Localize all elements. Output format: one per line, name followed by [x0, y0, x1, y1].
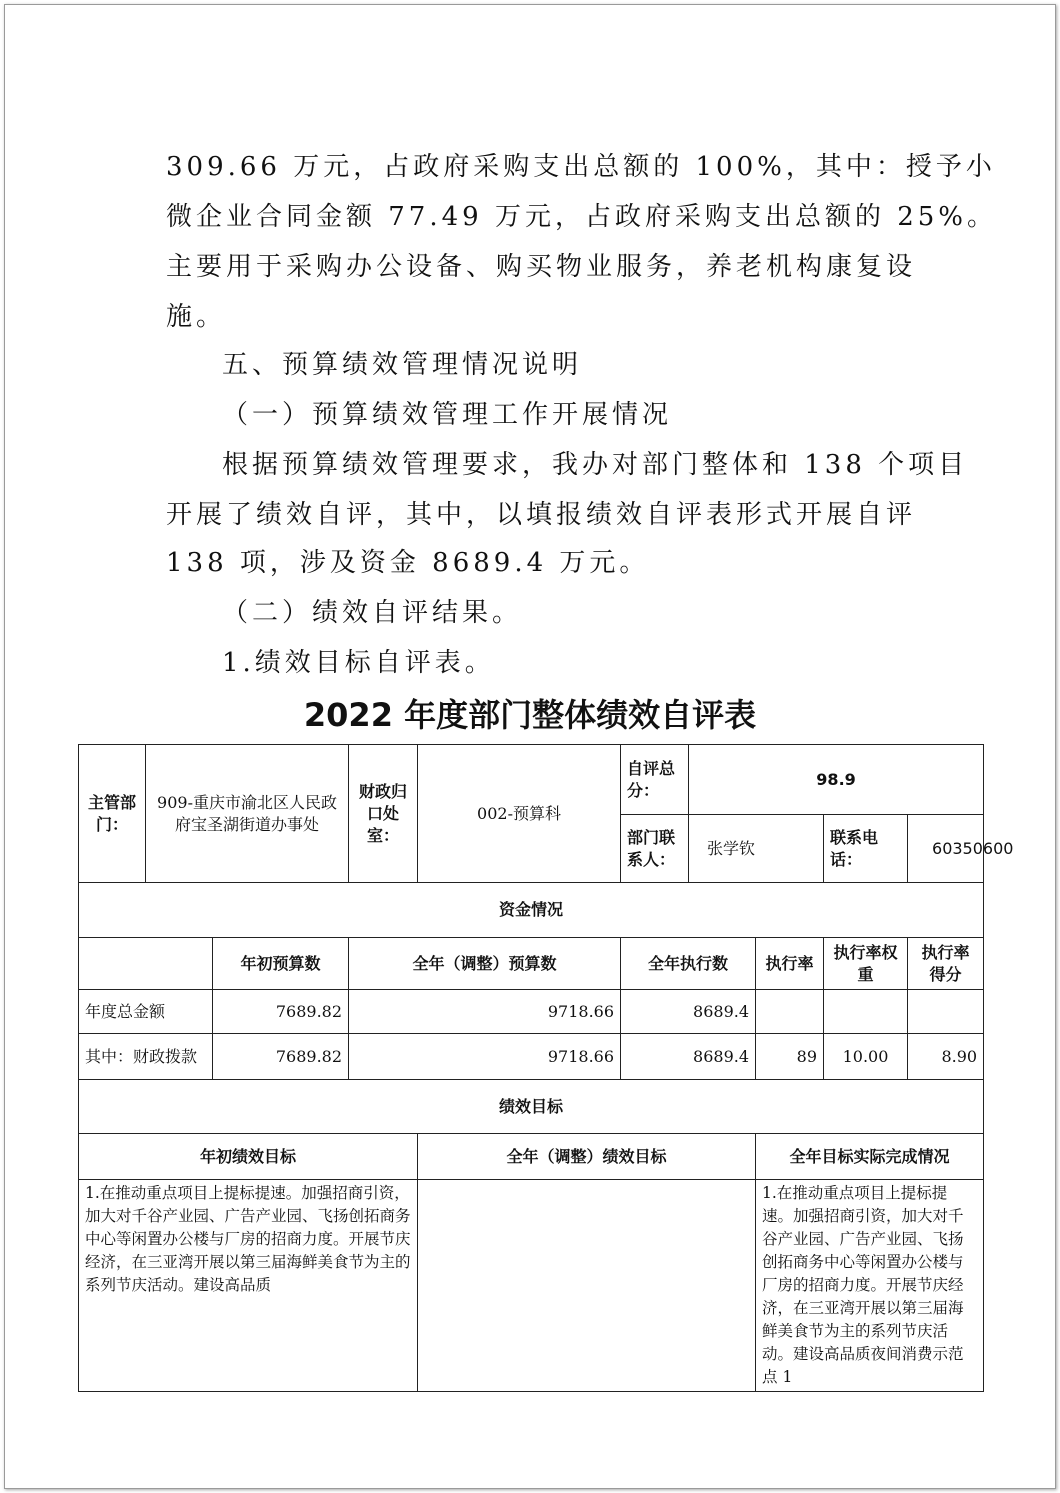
cell-score: 8.90 — [908, 1034, 984, 1080]
table-title: 2022 年度部门整体绩效自评表 — [303, 696, 757, 734]
contact-label: 部门联系人： — [621, 815, 689, 883]
cell-initial: 7689.82 — [213, 1034, 349, 1080]
contact-value: 张学钦 — [689, 815, 824, 883]
paragraph-line: 开展了绩效自评，其中，以填报绩效自评表形式开展自评 — [166, 500, 917, 530]
phone-label: 联系电话： — [824, 815, 908, 883]
paragraph-line: 施。 — [166, 302, 227, 332]
cell-adjusted: 9718.66 — [349, 990, 621, 1034]
cell-initial: 7689.82 — [213, 990, 349, 1034]
funds-corner — [79, 938, 213, 990]
phone-value: 60350600 — [908, 815, 984, 883]
dept-label: 主管部门： — [79, 745, 146, 883]
score-label: 自评总分： — [621, 745, 689, 815]
finance-label: 财政归口处室： — [349, 745, 418, 883]
funds-header: 年初预算数 — [213, 938, 349, 990]
table-row — [79, 990, 984, 1034]
funds-header: 执行率得分 — [908, 938, 984, 990]
score-value: 98.9 — [689, 745, 984, 815]
cell-executed: 8689.4 — [621, 990, 756, 1034]
cell-executed: 8689.4 — [621, 1034, 756, 1080]
cell-adjusted: 9718.66 — [349, 1034, 621, 1080]
performance-table — [78, 744, 1014, 1392]
goals-header: 全年目标实际完成情况 — [756, 1134, 984, 1180]
goals-header: 全年（调整）绩效目标 — [418, 1134, 756, 1180]
funds-header: 全年（调整）预算数 — [349, 938, 621, 990]
cell-score — [908, 990, 984, 1034]
table-row — [79, 1034, 984, 1080]
funds-header: 执行率 — [756, 938, 824, 990]
funds-header: 全年执行数 — [621, 938, 756, 990]
goals-header: 年初绩效目标 — [79, 1134, 418, 1180]
goal-adjusted-text — [418, 1180, 756, 1392]
goals-section-header: 绩效目标 — [79, 1080, 984, 1134]
row-label: 年度总金额 — [79, 990, 213, 1034]
cell-weight — [824, 990, 908, 1034]
paragraph-line: 主要用于采购办公设备、购买物业服务，养老机构康复设 — [166, 252, 917, 282]
list-item: 1.绩效目标自评表。 — [222, 648, 495, 678]
cell-weight: 10.00 — [824, 1034, 908, 1080]
dept-value: 909-重庆市渝北区人民政府宝圣湖街道办事处 — [146, 745, 349, 883]
paragraph-line: 根据预算绩效管理要求，我办对部门整体和 138 个项目 — [222, 450, 969, 480]
finance-value: 002-预算科 — [418, 745, 621, 883]
paragraph-line: 微企业合同金额 77.49 万元，占政府采购支出总额的 25%。 — [166, 202, 998, 232]
funds-header: 执行率权重 — [824, 938, 908, 990]
row-label: 其中：财政拨款 — [79, 1034, 213, 1080]
goal-actual-text: 1.在推动重点项目上提标提速。加强招商引资，加大对千谷产业园、广告产业园、飞扬创拓商务中心等闲置办公楼与厂房的招商力度。开展节庆经济，在三亚湾开展以第三届海鲜美食节为主的系列节庆活动。建设高品质夜间消费示范点 1 — [756, 1180, 984, 1392]
paragraph-line: 138 项，涉及资金 8689.4 万元。 — [166, 548, 650, 578]
cell-rate — [756, 990, 824, 1034]
subsection-heading: （二）绩效自评结果。 — [222, 598, 523, 628]
paragraph-line: 309.66 万元，占政府采购支出总额的 100%，其中：授予小 — [166, 152, 996, 182]
subsection-heading: （一）预算绩效管理工作开展情况 — [222, 400, 673, 430]
funds-section-header: 资金情况 — [79, 883, 984, 938]
cell-rate: 89 — [756, 1034, 824, 1080]
section-heading: 五、预算绩效管理情况说明 — [222, 350, 583, 380]
goal-initial-text: 1.在推动重点项目上提标提速。加强招商引资，加大对千谷产业园、广告产业园、飞扬创拓商务中心等闲置办公楼与厂房的招商力度。开展节庆经济，在三亚湾开展以第三届海鲜美食节为主的系列节庆活动。建设高品质 — [79, 1180, 418, 1392]
